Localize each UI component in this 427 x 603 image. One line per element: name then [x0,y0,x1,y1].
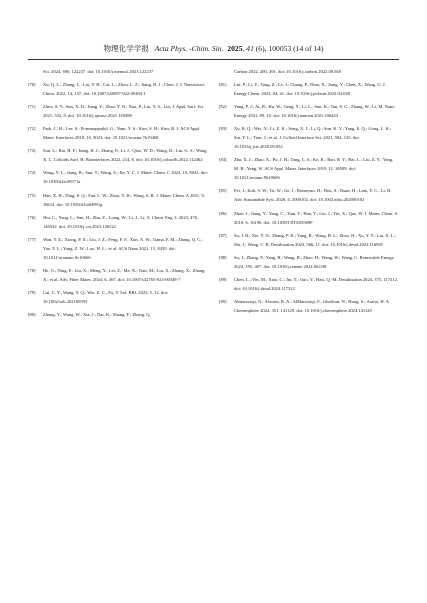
reference-entry [219,253,399,271]
reference-number: [77] [28,236,36,242]
reference-number: [71] [28,104,36,110]
reference-number: [85] [219,188,227,194]
reference-number: [87] [219,232,227,238]
reference-text: Almarzooqi, N.; Alwaen, R. A.; AlMarzooqi, F.; Ghaffour, N.; Hong, S.; Arafat, H. A. Chemosphere 2024, 351, 141129. doi: 10.1016/j.chemosphere.2024.141129 [234,298,391,313]
journal-year: 2025 [227,44,243,53]
reference-number: [74] [28,170,36,176]
reference-number: [79] [28,289,36,295]
reference-columns [28,67,399,323]
reference-text: Sci. 2024, 690, 122237. doi: 10.1016/j.memsci.2023.122237 [43,69,154,74]
right-column [219,67,399,323]
reference-entry [28,191,208,209]
reference-entry [219,155,399,182]
journal-chinese-title: 物理化学学报 [103,44,150,53]
reference-entry [219,80,399,98]
reference-text: He, G.; Ning, F.; Liu, X.; Meng, Y.; Lei, Z.; Ma, X.; Tian, M.; Liu, X.; Zhang, X.; Zhang, X.; et al. Adv. Fiber Mater. 2024, 6, 367. doi: 10.1007/s42765-023-00348-7 [43,267,206,282]
reference-text: Wang, Y. L.; Jiang, B.; Sun, T.; Wang, S.; Jin, Y. C. J. Mater. Chem. C 2022, 10, 8043. doi: 10.1039/d2tc00571a [43,170,208,185]
reference-entry [219,297,399,315]
reference-text: Su, J.; Zhang, P.; Yang, R.; Wang, B.; Zhao, H.; Wang, W.; Wang, C. Renewable Energy 2022, 195, 407. doi: 10.1016/j.renene.2022.06.038 [234,254,394,269]
reference-entry [28,310,208,319]
reference-text: Sun, L.; Bai, H. F.; Jiang, H. J.; Zhang, P.; Li, J.; Qiao, W. D.; Wang, D.; Lin, G. S.; Wang, X. L. Colloids Surf. B: Biointerfaces 2022, 214, 8. doi: 10.1016/j.colsurfb.2022.112462 [43,148,208,163]
reference-text: Yang, P. J.; Ai, B.; Hu, W.; Geng, Y.; Li, L.; Sun, K.; Tan, S. C.; Zhang, W.; Li, M. Nano Energy 2021, 89, 10. doi: 10.1016/j.nanoen.2021.106443 [234,104,395,119]
reference-entry [28,288,208,306]
reference-number: [78] [28,267,36,273]
reference-entry [28,102,208,120]
reference-entry [28,67,208,76]
reference-number: [90] [219,298,227,304]
reference-entry [28,146,208,164]
reference-number: [86] [219,210,227,216]
journal-issue: (6), [255,44,267,53]
reference-entry [28,124,208,142]
reference-number: [81] [219,82,227,88]
reference-text: Cai, C. Y.; Wang, Y. Q.; Wei, Z. C.; Fu, Y. Sol. RRL 2023, 5, 12. doi: 10.1002/solr.202100593 [43,289,169,304]
reference-entry [28,80,208,98]
reference-text: Xu, Q. L.; Zhang, L.; Liu, Y. H.; Cai, L.; Zhou, L. Z.; Jiang, H. J.; Chen, J. J. Nanostruct. Chem. 2022, 14, 137. doi: 10.1007/s40097-022-00494-1 [43,82,206,97]
reference-text: Zha, X. J.; Zhao, X.; Pu, J. H.; Tang, L. S.; Ke, K.; Bao, R. Y.; Bai, L.; Liu, Z. Y.; Yang, M. B.; Yang, W. ACS Appl. Mater. Interfaces 2019, 11, 36589. doi: 10.1021/acsami.9b10606 [234,157,394,181]
reference-number: [88] [219,254,227,260]
reference-entry [219,124,399,151]
reference-text: Xu, R. Q.; Wei, N.; Li, Z. K.; Song, X. J.; Li, Q.; Sun, K. Y.; Yang, E. Q.; Gong, L. K.; Sui, Y. L.; Tian, J.; et al. J. Colloid Interface Sci. 2021, 584, 125. doi: 10.1016/j.jcis.2020.09.052 [234,126,392,150]
reference-text: Su, J. B.; Xie, Y. N.; Zhang, P. K.; Yang, R.; Wang, B. L.; Zhao, H.; Xu, Y. Y.; Liu, X. L.; Shi, J.; Wang, C. B. Desalination 2023, 566, 11. doi: 10.1016/j.desal.2023.116905 [234,232,396,247]
reference-number: [89] [219,276,227,282]
reference-number: [82] [219,104,227,110]
reference-entry [219,231,399,249]
reference-number: [76] [28,214,36,220]
reference-entry [28,213,208,231]
journal-english-title: Acta Phys. -Chim. Sin. [154,44,224,53]
journal-volume: 41 [246,44,254,53]
reference-number: [70] [28,82,36,88]
reference-number: [80] [28,312,36,318]
page-count: (14 of 14) [293,44,324,53]
reference-text: Carbon 2022, 200, 491. doi: 10.1016/j.carbon.2022.08.040 [234,69,341,74]
header-rule [28,59,399,60]
reference-entry [219,67,399,76]
reference-number: [72] [28,126,36,132]
reference-number: [84] [219,157,227,163]
reference-text: Han, X. H.; Ding, S. Q.; Fan, L. W.; Zhou, Y. H.; Wang, S. R. J. Mater. Chem. A 2021, 9, 18614. doi: 10.1039/d1ta04991g [43,192,205,207]
left-column [28,67,208,323]
reference-entry [28,168,208,186]
reference-entry [28,235,208,262]
reference-text: Niu, C.; Yang, L.; Sun, H.; Zhu, Z.; Liang, W.; Li, J.; Li, A. Chem. Eng. J. 2023, 476, 146522. doi: 10.1016/j.cej.2023.146522 [43,214,199,229]
reference-text: Park, C. H.; Lee, S.; Pornmoppadol, G.; Nam, Y. S.; Kim, S. H.; Kim, B. J. ACS Appl. Mater. Interfaces 2018, 10, 9023. doi: 10.1021/acsami.7b19468 [43,126,201,141]
reference-text: Zhang, Y.; Wang, W.; Xia, J.; Dai, K.; Zhang, F.; Zhang, Q. [43,312,151,318]
running-header: 物理化学学报 Acta Phys. -Chim. Sin. 2025, 41 (6), 100053 (14 of 14) [103,44,324,53]
reference-entry [219,209,399,227]
reference-text: Lin, P.; Li, Y.; Tang, Z.; Lv, J.; Chang, P.; Dian, X.; Jiang, Y.; Chen, X.; Wang, G. J. Energy Chem. 2023, 84, 41. doi: 10.1016/j.jechem.2023.04.048 [234,82,386,97]
reference-text: Chen, L.; Yin, M.; Xiao, C.; Jin, Y.; Guo, Y.; Hasi, Q.-M. Desalination 2024, 575, 117312. doi: 10.1016/j.desal.2024.117312 [234,276,398,291]
article-number: 100053 [268,44,292,53]
reference-entry [219,102,399,120]
reference-entry [219,186,399,204]
reference-text: Zhao, J.; Jiang, Y.; Yang, C.; Tian, Y.; Han, Y.; Liu, J.; Yin, X.; Que, W. J. Mater. Chem. A 2018, 6, 16196. doi: 10.1039/C8TA05569F [234,210,398,225]
reference-number: [83] [219,126,227,132]
reference-entry [219,275,399,293]
reference-entry [28,266,208,284]
reference-number: [75] [28,192,36,198]
reference-text: Fei, J.; Koh, S. W.; Tu, W.; Ge, J.; Rezaeyan, H.; Hou, S.; Duan, H.; Lam, Y. C.; Li, H. Adv. Sustainable Syst. 2020, 4, 2000102. doi: 10.1002/adsu.202000102 [234,188,392,203]
reference-text: Zhou, S. Y.; Sun, X. D.; Jiang, Y.; Zhao, Y. N.; Xue, P.; Liu, Y. S.; Lin, J. Appl. Surf. Sci. 2021, 532, 9. doi: 10.1016/j.apsusc.2021.149498 [43,104,205,119]
reference-text: Wan, Y. Z.; Xiong, P. X.; Liu, J. Z.; Feng, F. F.; Xun, X. W.; Gama, F. M.; Zhang, Q. C.; Yao, F. L.; Yang, Z. W.; Luo, H. L.; et al. ACS Nano 2021, 15, 8439. doi: 10.1021/acsnano.0c10666 [43,236,203,260]
reference-number: [73] [28,148,36,154]
